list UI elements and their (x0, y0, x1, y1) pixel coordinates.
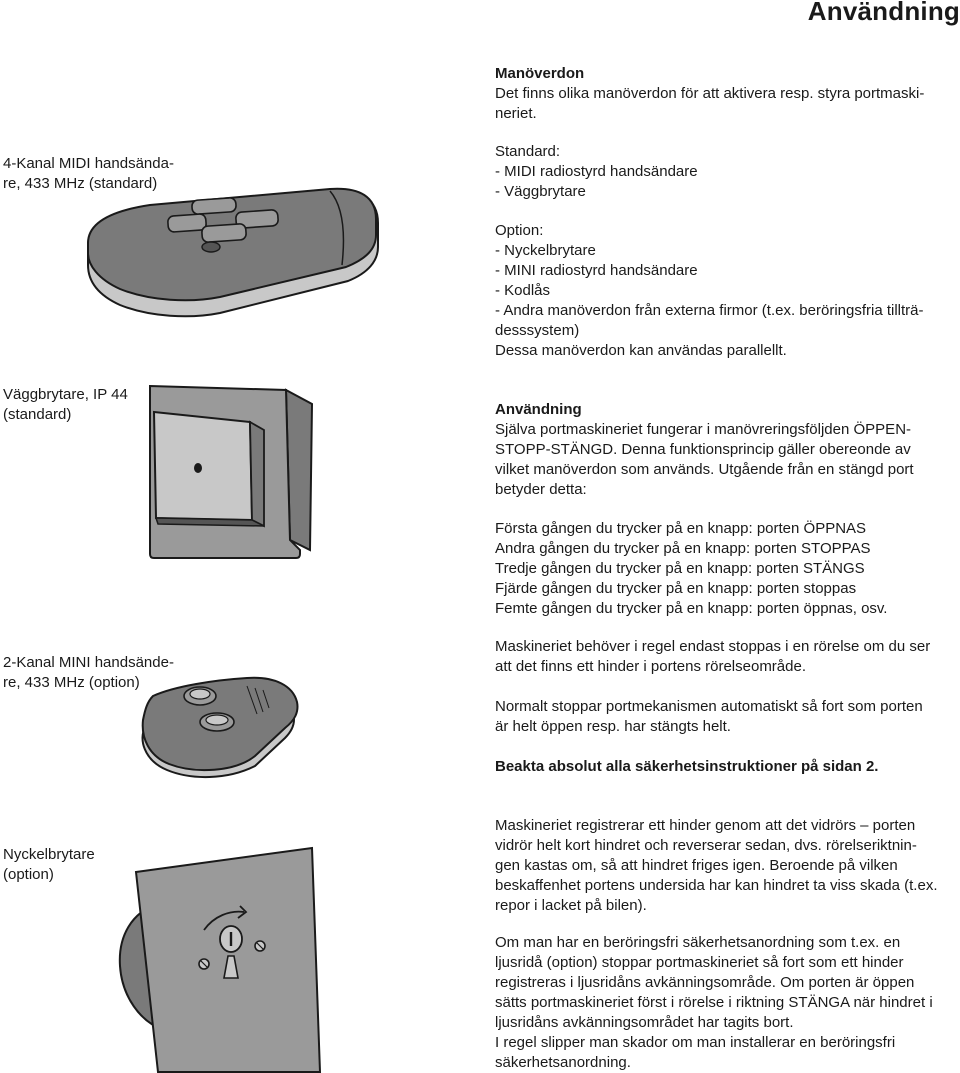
page-title: Användning (807, 0, 960, 26)
wall-switch-illustration (140, 382, 320, 560)
light-curtain-paragraph: Om man har en beröringsfri säkerhetsanordning som t.ex. en ljusridå (option) stoppar portmaskineriet så fort som ett hinder registreras i ljusridåns avkänningsområde. Om porten är öppen sätts portmaskineriet först i rörelse i riktning STÄNGA när hindret i ljusridåns avkänningsområdet har tagits bort. I regel slipper man skador om man installerar en beröringsfri säkerhetsanordning. (495, 934, 933, 1071)
auto-stop-note: Normalt stoppar portmekanismen automatiskt så fort som porten är helt öppen resp. har stängts helt. (495, 698, 923, 735)
obstacle-paragraph: Maskineriet registrerar ett hinder genom att det vidrörs – porten vidrör helt kort hindret och reverserar sedan, dvs. rörelseriktnin- gen kastas om, så att hindret friges igen. Beroende på vilken beskaffenhet portens undersida har kan hindret ta viss skada (t.ex. repor i lacket på bilen). (495, 817, 938, 914)
caption-midi-transmitter: 4-Kanal MIDI handsända- re, 433 MHz (standard) (3, 155, 174, 192)
option-list: Option: - Nyckelbrytare - MINI radiostyrd handsändare - Kodlås - Andra manöverdon från externa firmor (t.ex. beröringsfria tillträ- desssystem) Dessa manöverdon kan användas parallellt. (495, 222, 924, 359)
midi-transmitter-illustration (80, 185, 385, 320)
manoverdon-section: Manöverdon Det finns olika manöverdon för att aktivera resp. styra portmaski- neriet. (495, 65, 925, 122)
caption-wall-switch: Väggbrytare, IP 44 (standard) (3, 386, 128, 423)
mini-transmitter-illustration (135, 668, 305, 784)
caption-key-switch: Nyckelbrytare (option) (3, 846, 95, 883)
sequence-list: Första gången du trycker på en knapp: porten ÖPPNAS Andra gången du trycker på en knapp: porten STOPPAS Tredje gången du trycker på en knapp: porten STÄNGS Fjärde gången du trycker på en knapp: porten stoppas Femte gången du trycker på en knapp: porten öppnas, osv. (495, 520, 888, 617)
anvandning-section: Användning Själva portmaskineriet fungerar i manövreringsföljden ÖPPEN- STOPP-STÄNGD. Denna funktionsprincip gäller obereonde av vilket manöverdon som används. Utgående från en stängd port betyder detta: (495, 401, 914, 498)
standard-list: Standard: - MIDI radiostyrd handsändare - Väggbrytare (495, 143, 698, 200)
key-switch-illustration (118, 826, 324, 1073)
anvandning-heading: Användning (495, 401, 582, 418)
caption-mini-transmitter: 2-Kanal MINI handsände- re, 433 MHz (option) (3, 654, 174, 691)
stop-note: Maskineriet behöver i regel endast stoppas i en rörelse om du ser att det finns ett hinder i portens rörelseområde. (495, 638, 931, 675)
safety-warning: Beakta absolut alla säkerhetsinstruktioner på sidan 2. (495, 758, 879, 775)
manoverdon-heading: Manöverdon (495, 65, 585, 82)
